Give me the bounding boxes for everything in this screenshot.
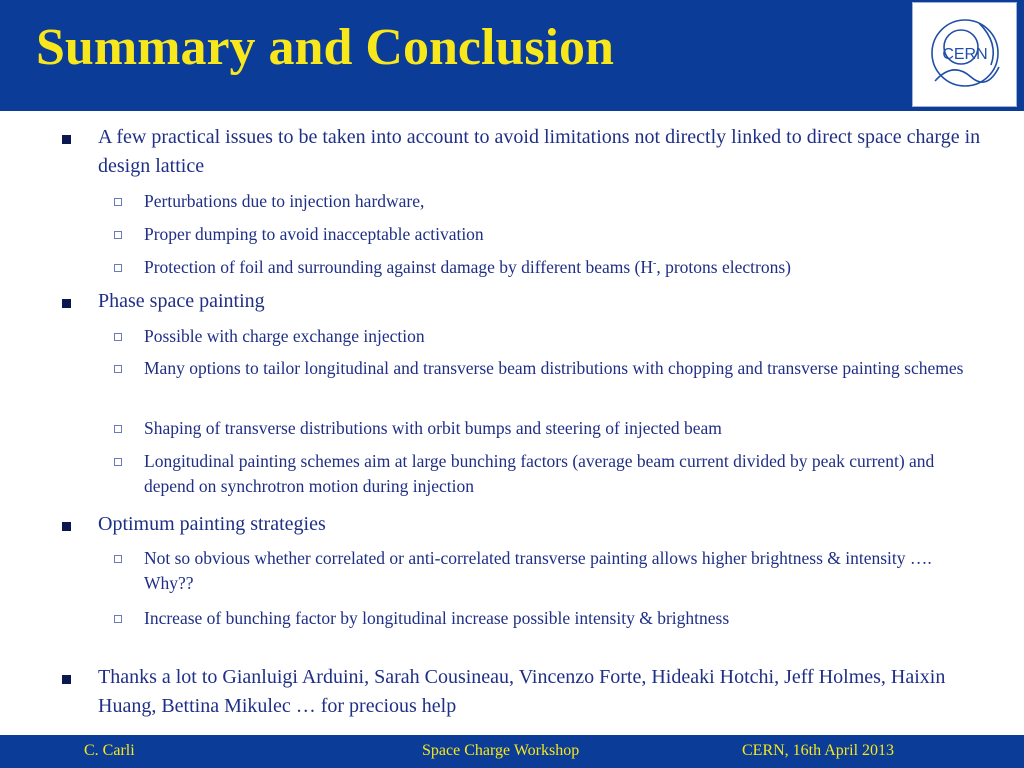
sub-charge-exchange: Possible with charge exchange injection	[144, 324, 984, 349]
bullet-practical-issues: A few practical issues to be taken into account to avoid limitations not directly linked to direct space charge in design lattice	[98, 123, 988, 181]
sub-correlated-painting: Not so obvious whether correlated or anti-correlated transverse painting allows higher brightness & intensity …. Why??	[144, 546, 984, 596]
header-bar	[0, 0, 1024, 111]
sub-tailor-distributions: Many options to tailor longitudinal and transverse beam distributions with chopping and transverse painting schemes	[144, 356, 984, 381]
sub-bunching-factor: Increase of bunching factor by longitudinal increase possible intensity & brightness	[144, 606, 984, 631]
cern-logo-icon	[913, 3, 1018, 108]
footer-event: Space Charge Workshop	[422, 742, 580, 759]
bullet-thanks: Thanks a lot to Gianluigi Arduini, Sarah Cousineau, Vincenzo Forte, Hideaki Hotchi, Jeff Holmes, Haixin Huang, Bettina Mikulec … for precious help	[98, 663, 988, 721]
sub-proper-dumping: Proper dumping to avoid inacceptable activation	[144, 222, 984, 247]
footer-bar	[0, 735, 1024, 768]
slide-title: Summary and Conclusion	[36, 19, 614, 76]
cern-logo	[912, 2, 1017, 107]
foil-protection-text: Protection of foil and surrounding against damage by different beams (H	[144, 257, 653, 277]
bullet-phase-space-painting: Phase space painting	[98, 287, 988, 316]
logo-text: CERN	[942, 46, 988, 63]
foil-protection-text-end: , protons electrons)	[656, 257, 791, 277]
sub-foil-protection	[144, 255, 984, 280]
sub-longitudinal-painting: Longitudinal painting schemes aim at large bunching factors (average beam current divided by peak current) and depend on synchrotron motion during injection	[144, 449, 984, 499]
h-minus-superscript: -	[653, 258, 657, 270]
sub-orbit-bumps: Shaping of transverse distributions with orbit bumps and steering of injected beam	[144, 416, 984, 441]
sub-injection-hardware: Perturbations due to injection hardware,	[144, 189, 984, 214]
bullet-optimum-painting: Optimum painting strategies	[98, 510, 988, 539]
footer-place-date: CERN, 16th April 2013	[742, 742, 895, 759]
footer-author: C. Carli	[84, 742, 135, 759]
